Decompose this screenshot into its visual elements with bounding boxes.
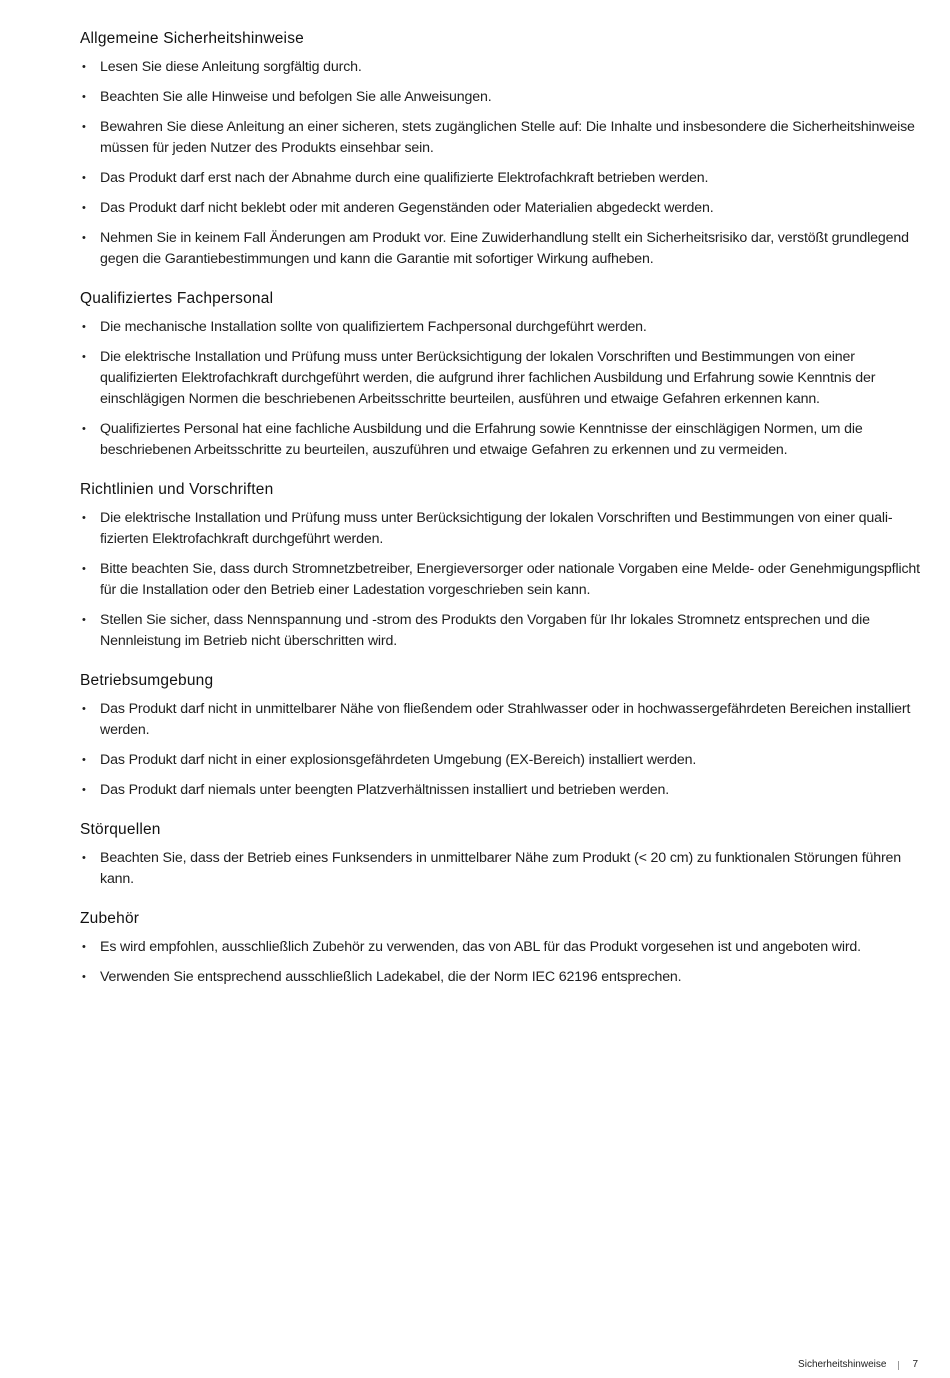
page-number: 7 [912, 1359, 918, 1370]
bullet-list [80, 848, 920, 890]
bullet-icon: • [82, 91, 86, 103]
section-qualifiziertes-fachpersonal [80, 288, 920, 461]
section-betriebsumgebung [80, 670, 920, 801]
list-item-text: Verwenden Sie entsprechend ausschließlich Ladekabel, die der Norm IEC 62196 entsprechen. [100, 969, 682, 985]
bullet-icon: • [82, 232, 86, 244]
section-title: Zubehör [80, 910, 140, 927]
list-item [80, 559, 920, 601]
list-item-text: Es wird empfohlen, ausschließlich Zubehör zu verwenden, das von ABL für das Produkt vorgesehen ist und angeboten wird. [100, 939, 861, 955]
list-item-text: Beachten Sie alle Hinweise und befolgen Sie alle Anweisungen. [100, 89, 492, 105]
list-item [80, 848, 920, 890]
list-item-text: Qualifiziertes Personal hat eine fachliche Ausbildung und die Erfahrung sowie Kenntnisse der einschlägigen Normen, um die beschriebenen Arbeitsschritte zu beurteilen, auszuführen und etwaige Gefahren zu erkennen und zu vermeiden. [100, 421, 863, 458]
list-item-text: Das Produkt darf nicht in einer explosionsgefährdeten Umgebung (EX-Bereich) installiert werden. [100, 752, 697, 768]
bullet-list [80, 57, 920, 270]
list-item [80, 750, 920, 771]
bullet-list [80, 699, 920, 801]
bullet-icon: • [82, 703, 86, 715]
section-title: Störquellen [80, 821, 161, 838]
section-title: Betriebsumgebung [80, 672, 214, 689]
list-item [80, 699, 920, 741]
list-item-text: Das Produkt darf nicht beklebt oder mit anderen Gegenständen oder Materialien abgedeckt werden. [100, 200, 714, 216]
list-item [80, 610, 920, 652]
section-richtlinien-und-vorschriften [80, 479, 920, 652]
list-item-text: Lesen Sie diese Anleitung sorgfältig durch. [100, 59, 362, 75]
bullet-icon: • [82, 784, 86, 796]
list-item-text: Nehmen Sie in keinem Fall Änderungen am Produkt vor. Eine Zuwiderhandlung stellt ein Sicherheitsrisiko dar, verstößt grundlegend gegen die Garantiebestimmungen und kann die Garantie mit sofortiger Wirkung aufheben. [100, 230, 909, 267]
list-item-text: Das Produkt darf erst nach der Abnahme durch eine qualifizierte Elektrofachkraft betrieben werden. [100, 170, 709, 186]
footer-divider [898, 1361, 899, 1370]
bullet-list [80, 317, 920, 461]
document-body [80, 28, 920, 1006]
bullet-icon: • [82, 563, 86, 575]
section-allgemeine-sicherheitshinweise [80, 28, 920, 270]
list-item [80, 57, 920, 78]
footer-section-name: Sicherheitshinweise [798, 1359, 887, 1370]
list-item [80, 937, 920, 958]
bullet-icon: • [82, 321, 86, 333]
section-title: Qualifiziertes Fachpersonal [80, 290, 274, 307]
list-item [80, 780, 920, 801]
list-item [80, 117, 920, 159]
section-title: Richtlinien und Vorschriften [80, 481, 274, 498]
list-item [80, 317, 920, 338]
section-title: Allgemeine Sicherheitshinweise [80, 30, 304, 47]
bullet-icon: • [82, 351, 86, 363]
bullet-icon: • [82, 971, 86, 983]
list-item [80, 347, 920, 410]
list-item [80, 508, 920, 550]
list-item [80, 87, 920, 108]
list-item-text: Stellen Sie sicher, dass Nennspannung und -strom des Produkts den Vorgaben für Ihr lokales Stromnetz entsprechen und die Nennleistung im Betrieb nicht überschritten wird. [100, 612, 870, 649]
list-item-text: Bitte beachten Sie, dass durch Stromnetzbetreiber, Energieversorger oder nationale Vorgaben eine Melde- oder Genehmigungspflicht für die Installation oder den Betrieb einer Ladestation vorgeschrieben sein kann. [100, 561, 920, 598]
list-item [80, 228, 920, 270]
list-item [80, 419, 920, 461]
list-item-text: Die elektrische Installation und Prüfung muss unter Berücksichtigung der lokalen Vorschriften und Bestimmungen von einer qualifizierten Elektrofachkraft durchgeführt werden, die aufgrund ihrer fachlichen Ausbildung und Erfahrung sowie Kenntnis der einschlägigen Normen die beschriebenen Arbeitsschritte beurteilen, ausführen und etwaige Gefahren erkennen kann. [100, 349, 876, 407]
list-item-text: Die elektrische Installation und Prüfung muss unter Berücksichtigung der lokalen Vorschriften und Bestimmungen von einer qualifizierten Elektrofachkraft durchgeführt werden. [100, 510, 893, 547]
list-item-text: Die mechanische Installation sollte von qualifiziertem Fachpersonal durchgeführt werden. [100, 319, 647, 335]
list-item-text: Das Produkt darf niemals unter beengten Platzverhältnissen installiert und betrieben werden. [100, 782, 670, 798]
list-item [80, 168, 920, 189]
bullet-icon: • [82, 61, 86, 73]
bullet-icon: • [82, 512, 86, 524]
bullet-icon: • [82, 941, 86, 953]
bullet-icon: • [82, 172, 86, 184]
list-item [80, 967, 920, 988]
bullet-icon: • [82, 852, 86, 864]
list-item-text: Beachten Sie, dass der Betrieb eines Funksenders in unmittelbarer Nähe zum Produkt (< 20 cm) zu funktionalen Störungen führen kann. [100, 850, 902, 887]
bullet-icon: • [82, 423, 86, 435]
section-stoerquellen [80, 819, 920, 890]
bullet-list [80, 937, 920, 988]
page-footer [798, 1358, 918, 1372]
bullet-icon: • [82, 614, 86, 626]
bullet-icon: • [82, 202, 86, 214]
section-zubehoer [80, 908, 920, 988]
bullet-list [80, 508, 920, 652]
bullet-icon: • [82, 121, 86, 133]
bullet-icon: • [82, 754, 86, 766]
list-item-text: Bewahren Sie diese Anleitung an einer sicheren, stets zugänglichen Stelle auf: Die Inhalte und insbesondere die Sicherheitshinweise müssen für jeden Nutzer des Produkts einsehbar sein. [100, 119, 915, 156]
list-item [80, 198, 920, 219]
list-item-text: Das Produkt darf nicht in unmittelbarer Nähe von fließendem oder Strahlwasser oder in hochwassergefährdeten Bereichen installiert werden. [100, 701, 911, 738]
